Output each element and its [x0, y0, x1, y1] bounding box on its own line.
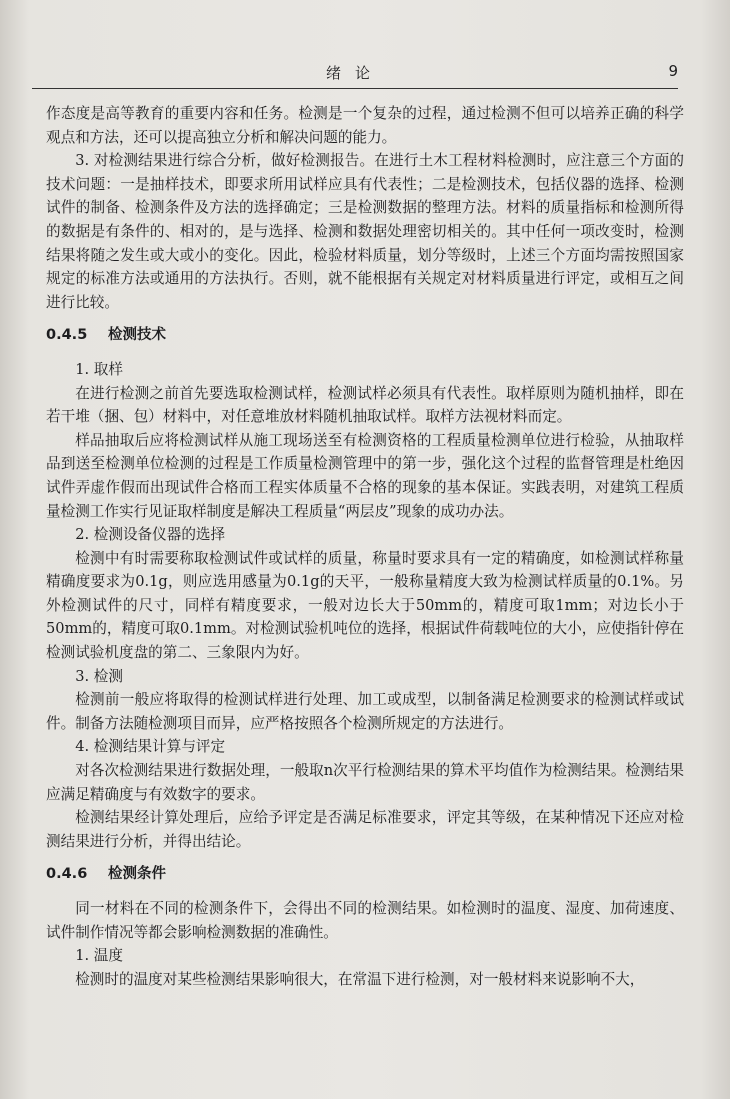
section-title: 检测技术 — [108, 327, 166, 344]
running-header — [32, 58, 678, 88]
subheading: 3. 检测 — [75, 667, 123, 685]
section-heading — [46, 863, 684, 887]
section-title: 检测条件 — [108, 866, 166, 883]
page-body — [46, 102, 684, 991]
paragraph: 样品抽取后应将检测试样从施工现场送至有检测资格的工程质量检测单位进行检验，从抽取样品到送至检测单位检测的过程是工作质量检测管理中的第一步，强化这个过程的监督管理是杜绝因试件弄虚作假而出现试件合格而工程实体质量不合格的现象的基本保证。实践表明，对建筑工程质量检测工作实行见证取样制度是解决工程质量“两层皮”现象的成功办法。 — [46, 431, 684, 520]
subheading: 2. 检测设备仪器的选择 — [75, 526, 226, 544]
paragraph: 检测时的温度对某些检测结果影响很大，在常温下进行检测，对一般材料来说影响不大， — [75, 970, 645, 988]
paragraph: 同一材料在不同的检测条件下，会得出不同的检测结果。如检测时的温度、湿度、加荷速度、试件制作情况等都会影响检测数据的准确性。 — [46, 900, 684, 941]
paragraph: 检测前一般应将取得的检测试样进行处理、加工或成型，以制备满足检测要求的检测试样或试件。制备方法随检测项目而异，应严格按照各个检测所规定的方法进行。 — [46, 691, 684, 732]
paragraph: 检测中有时需要称取检测试件或试样的质量，称量时要求具有一定的精确度，如检测试样称量精确度要求为0.1g，则应选用感量为0.1g的天平，一般称量精度大致为检测试样质量的0.1%。另外检测试件的尺寸，同样有精度要求，一般对边长大于50mm的，精度可取1mm；对边长小于50mm的，精度可取0.1mm。对检测试验机吨位的选择，根据试件荷载吨位的大小，应使指针停在检测试验机度盘的第二、三象限内为好。 — [46, 549, 684, 662]
subheading: 1. 温度 — [75, 947, 123, 965]
section-heading — [46, 324, 684, 348]
paragraph: 在进行检测之前首先要选取检测试样，检测试样必须具有代表性。取样原则为随机抽样，即在若干堆（捆、包）材料中，对任意堆放材料随机抽取试样。取样方法视材料而定。 — [46, 384, 684, 426]
paragraph: 3. 对检测结果进行综合分析，做好检测报告。在进行土木工程材料检测时，应注意三个方面的技术问题：一是抽样技术，即要求所用试样应具有代表性；二是检测技术，包括仪器的选择、检测试件的制备、检测条件及方法的选择确定；三是检测数据的整理方法。材料的质量指标和检测所得的数据是有条件的、相对的，是与选择、检测和数据处理密切相关的。其中任何一项改变时，检测结果将随之发生或大或小的变化。因此，检验材料质量，划分等级时，上述三个方面均需按照国家规定的标准方法或通用的方法执行。否则，就不能根据有关规定对材料质量进行评定，或相互之间进行比较。 — [46, 152, 684, 311]
header-title: 绪论 — [325, 64, 384, 82]
paragraph: 对各次检测结果进行数据处理，一般取n次平行检测结果的算术平均值作为检测结果。检测结果应满足精确度与有效数字的要求。 — [46, 762, 684, 803]
subheading: 1. 取样 — [75, 360, 123, 378]
paragraph: 作态度是高等教育的重要内容和任务。检测是一个复杂的过程，通过检测不但可以培养正确的科学观点和方法，还可以提高独立分析和解决问题的能力。 — [46, 105, 684, 146]
header-rule — [32, 88, 678, 89]
page-number: 9 — [668, 62, 678, 80]
section-number: 0.4.5 — [46, 327, 88, 344]
section-number: 0.4.6 — [46, 866, 88, 883]
paragraph: 检测结果经计算处理后，应给予评定是否满足标准要求，评定其等级，在某种情况下还应对检测结果进行分析，并得出结论。 — [46, 809, 684, 850]
subheading: 4. 检测结果计算与评定 — [75, 738, 226, 756]
